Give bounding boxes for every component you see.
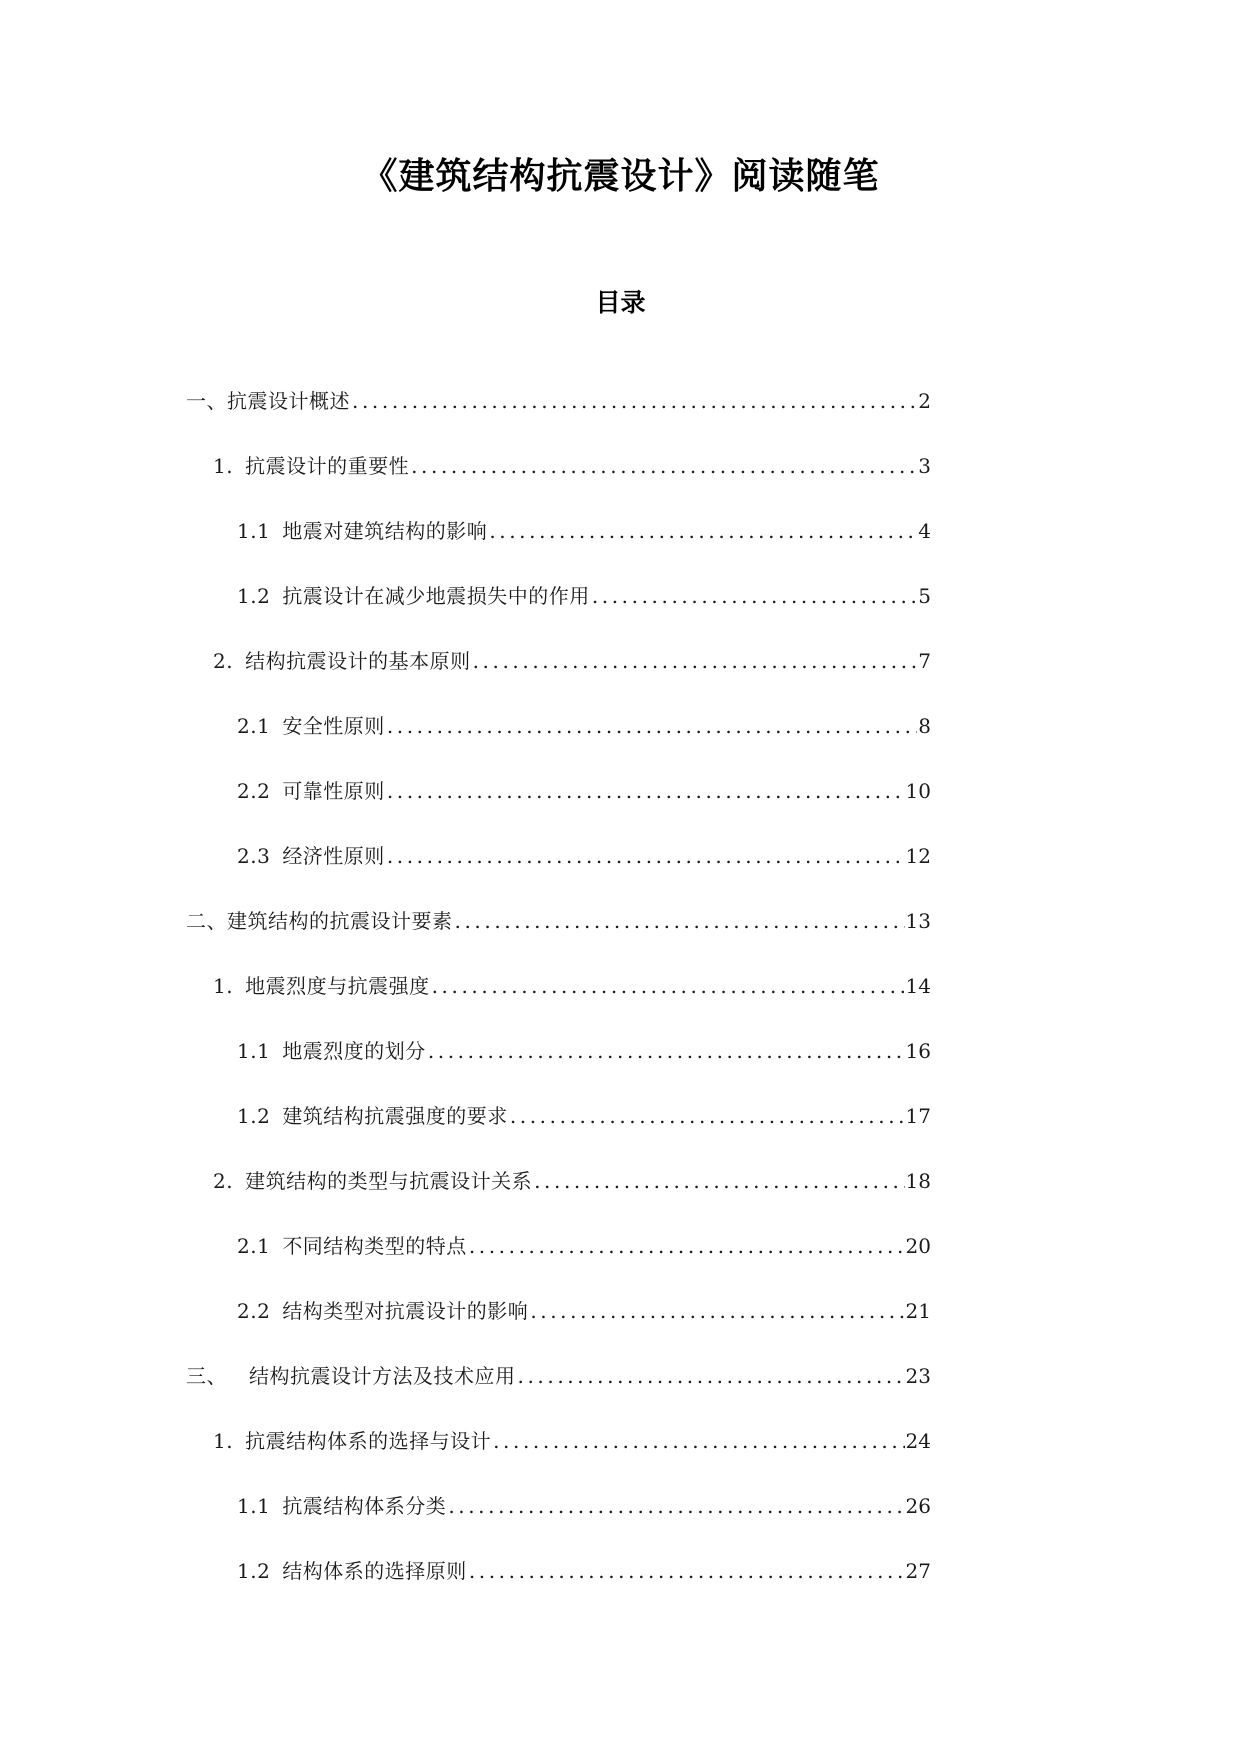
toc-leader-dots xyxy=(387,776,905,806)
toc-entry-page: 14 xyxy=(905,974,931,998)
toc-leader-dots xyxy=(448,1491,904,1521)
toc-entry-number: 1. xyxy=(213,1429,234,1453)
toc-leader-dots xyxy=(592,581,917,611)
toc-entry-page: 24 xyxy=(905,1429,931,1453)
toc-entry-number: 2.1 xyxy=(237,1234,271,1258)
toc-entry-text: 地震烈度的划分 xyxy=(282,1039,426,1063)
toc-entry-text: 经济性原则 xyxy=(282,844,385,868)
toc-entry-text: 地震烈度与抗震强度 xyxy=(245,974,430,998)
toc-entry-number: 1.2 xyxy=(237,584,271,608)
toc-entry-text: 不同结构类型的特点 xyxy=(282,1234,467,1258)
toc-entry[interactable] xyxy=(237,1556,931,1586)
toc-entry[interactable] xyxy=(237,581,931,611)
toc-entry-page: 7 xyxy=(918,649,931,673)
toc-entry-number: 2.1 xyxy=(237,714,271,738)
toc-entry-text: 抗震结构体系的选择与设计 xyxy=(245,1429,492,1453)
toc-leader-dots xyxy=(455,906,905,936)
toc-entry[interactable] xyxy=(213,971,931,1001)
toc-leader-dots xyxy=(428,1036,905,1066)
toc-leader-dots xyxy=(510,1101,905,1131)
toc-entry-page: 18 xyxy=(905,1169,931,1193)
toc-leader-dots xyxy=(493,1426,904,1456)
toc-entry-number: 1. xyxy=(213,974,234,998)
toc-entry-number: 1.2 xyxy=(237,1559,271,1583)
toc-entry-number: 1. xyxy=(213,454,234,478)
toc-entry-number: 2. xyxy=(213,1169,234,1193)
toc-leader-dots xyxy=(518,1361,905,1391)
toc-entry-text: 安全性原则 xyxy=(282,714,385,738)
toc-entry[interactable] xyxy=(237,1296,931,1326)
toc-leader-dots xyxy=(387,841,905,871)
toc-entry[interactable] xyxy=(237,1101,931,1131)
toc-leader-dots xyxy=(387,711,917,741)
toc-entry-number: 二、 xyxy=(186,909,227,933)
toc-entry-number: 2.2 xyxy=(237,1299,271,1323)
toc-entry-number: 2.2 xyxy=(237,779,271,803)
toc-entry[interactable] xyxy=(186,386,931,416)
toc-entry[interactable] xyxy=(213,1166,931,1196)
toc-entry-page: 20 xyxy=(905,1234,931,1258)
toc-entry-text: 建筑结构抗震强度的要求 xyxy=(282,1104,508,1128)
toc-entry-text: 建筑结构的类型与抗震设计关系 xyxy=(245,1169,533,1193)
toc-entry-number: 2. xyxy=(213,649,234,673)
toc-leader-dots xyxy=(432,971,905,1001)
toc-entry[interactable] xyxy=(237,1491,931,1521)
toc-entry-number: 三、 xyxy=(186,1364,227,1388)
toc-entry-page: 23 xyxy=(905,1364,931,1388)
toc-entry-number: 1.2 xyxy=(237,1104,271,1128)
toc-entry-number: 1.1 xyxy=(237,1494,271,1518)
toc-leader-dots xyxy=(530,1296,904,1326)
toc-entry-number: 2.3 xyxy=(237,844,271,868)
toc-entry[interactable] xyxy=(237,841,931,871)
toc-entry-page: 4 xyxy=(918,519,931,543)
document-title: 《建筑结构抗震设计》阅读随笔 xyxy=(361,156,880,197)
toc-leader-dots xyxy=(469,1231,905,1261)
toc-entry[interactable] xyxy=(237,711,931,741)
toc-entry-number: 1.1 xyxy=(237,519,271,543)
toc-leader-dots xyxy=(534,1166,904,1196)
toc-leader-dots xyxy=(473,646,918,676)
toc-entry-text: 地震对建筑结构的影响 xyxy=(282,519,488,543)
toc-entry-text: 结构抗震设计方法及技术应用 xyxy=(249,1364,516,1388)
toc-entry[interactable] xyxy=(186,1361,931,1391)
toc-entry-page: 21 xyxy=(905,1299,931,1323)
toc-leader-dots xyxy=(352,386,917,416)
toc-entry[interactable] xyxy=(213,451,931,481)
toc-entry-page: 16 xyxy=(905,1039,931,1063)
toc-entry[interactable] xyxy=(237,1036,931,1066)
toc-entry-text: 抗震结构体系分类 xyxy=(282,1494,447,1518)
toc-entry[interactable] xyxy=(237,516,931,546)
toc-entry-page: 13 xyxy=(905,909,931,933)
toc-entry[interactable] xyxy=(186,906,931,936)
toc-entry[interactable] xyxy=(213,1426,931,1456)
toc-entry-page: 17 xyxy=(905,1104,931,1128)
toc-heading: 目录 xyxy=(595,288,646,317)
toc-entry-text: 建筑结构的抗震设计要素 xyxy=(227,909,453,933)
toc-entry-text: 结构体系的选择原则 xyxy=(282,1559,467,1583)
toc-leader-dots xyxy=(469,1556,905,1586)
toc-entry-page: 2 xyxy=(918,389,931,413)
toc-entry-page: 10 xyxy=(905,779,931,803)
toc-entry-text: 抗震设计在减少地震损失中的作用 xyxy=(282,584,590,608)
toc-entry-page: 3 xyxy=(918,454,931,478)
toc-entry-page: 27 xyxy=(905,1559,931,1583)
toc-entry[interactable] xyxy=(237,776,931,806)
toc-entry-text: 结构抗震设计的基本原则 xyxy=(245,649,471,673)
toc-leader-dots xyxy=(411,451,917,481)
toc-entry-page: 8 xyxy=(918,714,931,738)
toc-entry-text: 抗震设计的重要性 xyxy=(245,454,410,478)
toc-entry-page: 5 xyxy=(918,584,931,608)
toc-entry-number: 1.1 xyxy=(237,1039,271,1063)
toc-entry-text: 结构类型对抗震设计的影响 xyxy=(282,1299,529,1323)
toc-entry-text: 可靠性原则 xyxy=(282,779,385,803)
toc-entry[interactable] xyxy=(213,646,931,676)
toc-entry-page: 12 xyxy=(905,844,931,868)
toc-leader-dots xyxy=(489,516,917,546)
toc-entry-text: 抗震设计概述 xyxy=(227,389,350,413)
toc-entry-number: 一、 xyxy=(186,389,227,413)
toc-entry[interactable] xyxy=(237,1231,931,1261)
toc-entry-page: 26 xyxy=(905,1494,931,1518)
